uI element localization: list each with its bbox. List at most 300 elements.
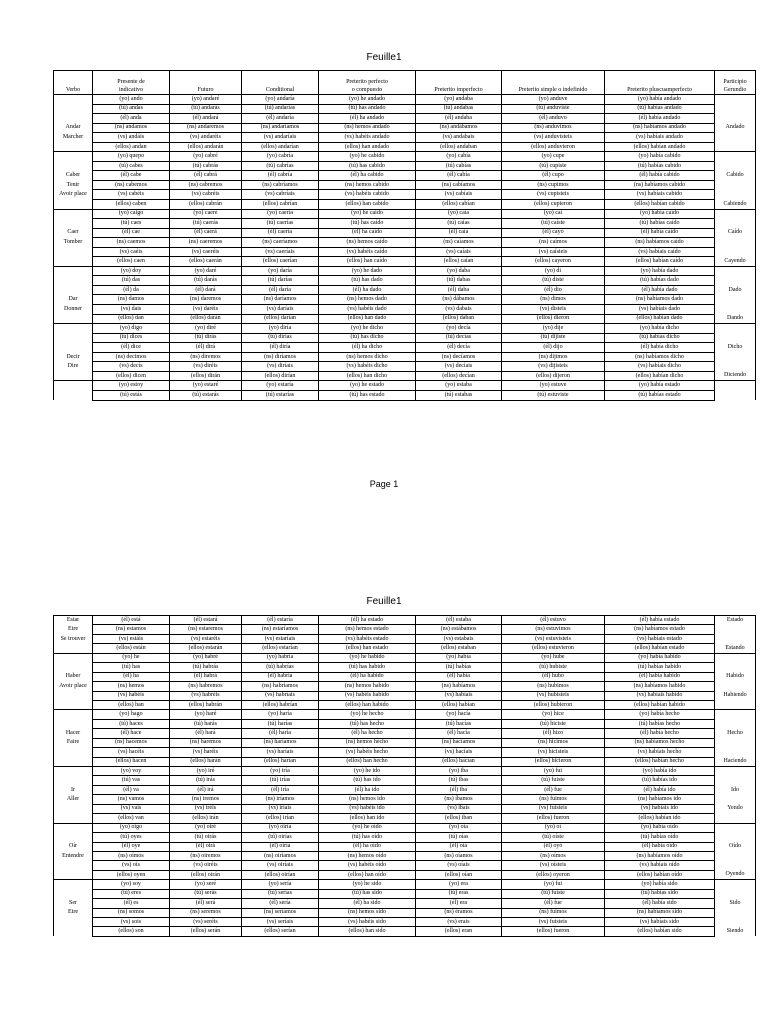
- conjugation-cell: (tú) caerías: [242, 219, 319, 229]
- conjugation-cell: (vs) caeríais: [242, 247, 319, 257]
- conjugation-cell: (ns) oíamos: [416, 851, 502, 860]
- conjugation-cell: (él) cabría: [242, 171, 319, 181]
- verb-cell: Andar: [54, 123, 93, 133]
- conjugation-cell: (ellos) caen: [93, 257, 170, 267]
- conjugation-cell: (tú) haces: [93, 719, 170, 728]
- conjugation-cell: (ns) habíamos sido: [605, 908, 715, 917]
- conjugation-cell: (él) cayó: [502, 228, 605, 238]
- conjugation-cell: (ellos) habían: [416, 700, 502, 709]
- conjugation-cell: (ns) cabemos: [93, 180, 170, 190]
- conjugation-cell: (ns) habíamos: [416, 682, 502, 691]
- conjugation-cell: (ellos) han dado: [319, 314, 416, 324]
- verb-cell: [54, 918, 93, 927]
- table-row: [54, 634, 756, 643]
- conjugation-cell: (vs) dijisteis: [502, 362, 605, 372]
- conjugation-cell: (ns) andábamos: [416, 123, 502, 133]
- conjugation-cell: (ellos) han sido: [319, 927, 416, 936]
- conjugation-cell: (ellos) cabrán: [170, 200, 242, 210]
- conjugation-cell: (vs) haríais: [242, 748, 319, 757]
- table-row: [54, 672, 756, 681]
- conjugation-cell: (yo) caeré: [170, 209, 242, 219]
- conjugation-cell: (ellos) han hecho: [319, 757, 416, 766]
- conjugation-cell: (ellos) habían habido: [605, 700, 715, 709]
- table-row: [54, 814, 756, 823]
- table-row: [54, 880, 756, 889]
- table-row: [54, 804, 756, 813]
- conjugation-cell: (vs) habéis dado: [319, 305, 416, 315]
- conjugation-cell: (ns) daremos: [170, 295, 242, 305]
- conjugation-cell: (vs) cabréis: [170, 190, 242, 200]
- conjugation-cell: (yo) caigo: [93, 209, 170, 219]
- table-row: [54, 776, 756, 785]
- conjugation-cell: (yo) hacía: [416, 710, 502, 719]
- conjugation-cell: (ns) cupimos: [502, 180, 605, 190]
- column-header: Presente de indicativo: [93, 71, 170, 95]
- conjugation-cell: (yo) decía: [416, 324, 502, 334]
- conjugation-cell: (ns) iríamos: [242, 795, 319, 804]
- conjugation-cell: (tú) habías dado: [605, 276, 715, 286]
- conjugation-cell: (tú) dices: [93, 333, 170, 343]
- conjugation-cell: (vs) hacíais: [416, 748, 502, 757]
- conjugation-cell: (tú) has dado: [319, 276, 416, 286]
- conjugation-cell: (tú) darás: [170, 276, 242, 286]
- participle-cell: [715, 161, 756, 171]
- participle-cell: Habiendo: [715, 691, 756, 700]
- participle-cell: [715, 634, 756, 643]
- conjugation-cell: (vs) caísteis: [502, 247, 605, 257]
- verb-cell: [54, 247, 93, 257]
- conjugation-cell: (vs) habéis andado: [319, 133, 416, 143]
- verb-cell: Ir: [54, 785, 93, 794]
- conjugation-cell: (yo) era: [416, 880, 502, 889]
- conjugation-cell: (ns) caeremos: [170, 238, 242, 248]
- conjugation-cell: (tú) estarías: [242, 390, 319, 400]
- conjugation-cell: (él) dice: [93, 343, 170, 353]
- conjugation-cell: (tú) habías oído: [605, 833, 715, 842]
- conjugation-cell: (vs) hicisteis: [502, 748, 605, 757]
- conjugation-cell: (él) ha ido: [319, 785, 416, 794]
- conjugation-cell: (vs) iréis: [170, 804, 242, 813]
- verb-cell: Hacer: [54, 729, 93, 738]
- participle-cell: Oído: [715, 842, 756, 851]
- verb-cell: [54, 343, 93, 353]
- conjugation-cell: (tú) habías estado: [605, 390, 715, 400]
- participle-cell: [715, 324, 756, 334]
- verb-cell: Etre: [54, 625, 93, 634]
- table-row: [54, 371, 756, 381]
- table-row: [54, 228, 756, 238]
- verb-cell: Caer: [54, 228, 93, 238]
- conjugation-cell: (él) había sido: [605, 899, 715, 908]
- verb-cell: [54, 152, 93, 162]
- column-header: Verbo: [54, 71, 93, 95]
- participle-cell: [715, 767, 756, 776]
- table-row: [54, 927, 756, 936]
- conjugation-cell: (tú) oirías: [242, 833, 319, 842]
- conjugation-cell: (él) será: [170, 899, 242, 908]
- conjugation-cell: (él) oiría: [242, 842, 319, 851]
- conjugation-cell: (ns) caíamos: [416, 238, 502, 248]
- conjugation-cell: (vs) cabríais: [242, 190, 319, 200]
- conjugation-cell: (él) cupo: [502, 171, 605, 181]
- conjugation-cell: (tú) cabes: [93, 161, 170, 171]
- conjugation-cell: (tú) andarías: [242, 104, 319, 114]
- verb-cell: [54, 767, 93, 776]
- conjugation-cell: (él) ha caído: [319, 228, 416, 238]
- conjugation-cell: (ns) habíamos cabido: [605, 180, 715, 190]
- conjugation-cell: (él) va: [93, 785, 170, 794]
- table-row: [54, 710, 756, 719]
- conjugation-cell: (ns) oímos: [502, 851, 605, 860]
- table-row: [54, 757, 756, 766]
- conjugation-cell: (ns) estaríamos: [242, 625, 319, 634]
- conjugation-cell: (yo) había estado: [605, 381, 715, 391]
- verb-cell: [54, 142, 93, 152]
- participle-cell: [715, 219, 756, 229]
- conjugation-cell: (ns) daríamos: [242, 295, 319, 305]
- conjugation-cell: (él) ha dicho: [319, 343, 416, 353]
- participle-cell: [715, 295, 756, 305]
- conjugation-cell: (yo) caí: [502, 209, 605, 219]
- conjugation-cell: (ellos) han ido: [319, 814, 416, 823]
- conjugation-cell: (tú) habías habido: [605, 663, 715, 672]
- participle-cell: Diciendo: [715, 371, 756, 381]
- conjugation-cell: (ns) habíamos andado: [605, 123, 715, 133]
- verb-cell: Decir: [54, 352, 93, 362]
- table-row: [54, 691, 756, 700]
- conjugation-cell: (tú) darías: [242, 276, 319, 286]
- conjugation-cell: (ns) oímos: [93, 851, 170, 860]
- conjugation-cell: (ns) cabíamos: [416, 180, 502, 190]
- conjugation-cell: (yo) daba: [416, 266, 502, 276]
- participle-cell: Dicho: [715, 343, 756, 353]
- conjugation-cell: (yo) andaba: [416, 95, 502, 105]
- participle-cell: [715, 625, 756, 634]
- conjugation-cell: (ns) estuvimos: [502, 625, 605, 634]
- conjugation-cell: (ellos) iban: [416, 814, 502, 823]
- participle-cell: Estando: [715, 644, 756, 653]
- participle-cell: [715, 276, 756, 286]
- conjugation-cell: (él) decía: [416, 343, 502, 353]
- conjugation-cell: (vs) decíais: [416, 362, 502, 372]
- conjugation-cell: (él) caerá: [170, 228, 242, 238]
- table-row: [54, 238, 756, 248]
- conjugation-cell: (vs) habíais estado: [605, 634, 715, 643]
- conjugation-cell: (vs) habíais ido: [605, 804, 715, 813]
- conjugation-cell: (ellos) daban: [416, 314, 502, 324]
- column-header: Preterito simple o indefinido: [502, 71, 605, 95]
- conjugation-cell: (yo) he ido: [319, 767, 416, 776]
- conjugation-cell: (yo) ando: [93, 95, 170, 105]
- conjugation-cell: (tú) oyes: [93, 833, 170, 842]
- table-row: [54, 266, 756, 276]
- conjugation-cell: (tú) caerás: [170, 219, 242, 229]
- conjugation-cell: (ns) decíamos: [416, 352, 502, 362]
- conjugation-cell: (ns) íbamos: [416, 795, 502, 804]
- conjugation-cell: (él) dio: [502, 285, 605, 295]
- conjugation-cell: (tú) caíste: [502, 219, 605, 229]
- conjugation-cell: (él) hace: [93, 729, 170, 738]
- conjugation-cell: (yo) cabré: [170, 152, 242, 162]
- conjugation-table-page1: [53, 70, 756, 401]
- conjugation-cell: (tú) cupiste: [502, 161, 605, 171]
- conjugation-cell: (vs) habéis oído: [319, 861, 416, 870]
- table-row: [54, 276, 756, 286]
- conjugation-cell: (ellos) dieron: [502, 314, 605, 324]
- conjugation-cell: (vs) iríais: [242, 804, 319, 813]
- conjugation-cell: (tú) eras: [416, 889, 502, 898]
- conjugation-cell: (tú) has habido: [319, 663, 416, 672]
- conjugation-cell: (ellos) caían: [416, 257, 502, 267]
- conjugation-cell: (yo) digo: [93, 324, 170, 334]
- conjugation-cell: (él) había cabido: [605, 171, 715, 181]
- participle-cell: [715, 861, 756, 870]
- conjugation-cell: (ellos) darán: [170, 314, 242, 324]
- table-row: [54, 889, 756, 898]
- conjugation-cell: (ns) dábamos: [416, 295, 502, 305]
- verb-cell: [54, 104, 93, 114]
- column-header: Conditional: [242, 71, 319, 95]
- conjugation-cell: (ellos) hubieron: [502, 700, 605, 709]
- conjugation-cell: (yo) oiré: [170, 823, 242, 832]
- conjugation-cell: (tú) harás: [170, 719, 242, 728]
- verb-cell: [54, 285, 93, 295]
- conjugation-cell: (ellos) andaban: [416, 142, 502, 152]
- table-row: [54, 767, 756, 776]
- verb-cell: [54, 390, 93, 400]
- conjugation-cell: (ns) habríamos: [242, 682, 319, 691]
- conjugation-cell: (tú) has sido: [319, 889, 416, 898]
- conjugation-cell: (él) cae: [93, 228, 170, 238]
- conjugation-cell: (ns) hemos caído: [319, 238, 416, 248]
- conjugation-cell: (tú) has oído: [319, 833, 416, 842]
- conjugation-cell: (ellos) caerían: [242, 257, 319, 267]
- verb-cell: [54, 804, 93, 813]
- conjugation-cell: (él) estaba: [416, 616, 502, 625]
- conjugation-cell: (ellos) oyeron: [502, 870, 605, 879]
- participle-cell: Cabido: [715, 171, 756, 181]
- conjugation-cell: (ns) iremos: [170, 795, 242, 804]
- conjugation-cell: (yo) cabía: [416, 152, 502, 162]
- conjugation-cell: (ellos) andarán: [170, 142, 242, 152]
- conjugation-cell: (ns) habíamos oído: [605, 851, 715, 860]
- page-label-page1: Page 1: [369, 479, 399, 489]
- conjugation-cell: (yo) he: [93, 653, 170, 662]
- conjugation-cell: (tú) fuiste: [502, 776, 605, 785]
- conjugation-cell: (vs) habíais andado: [605, 133, 715, 143]
- participle-cell: Yendo: [715, 804, 756, 813]
- verb-cell: [54, 757, 93, 766]
- conjugation-cell: (yo) iba: [416, 767, 502, 776]
- conjugation-cell: (él) cabía: [416, 171, 502, 181]
- table-header-row: [54, 71, 756, 95]
- participle-cell: [715, 710, 756, 719]
- conjugation-cell: (yo) oí: [502, 823, 605, 832]
- conjugation-cell: (ns) andaremos: [170, 123, 242, 133]
- verb-cell: [54, 161, 93, 171]
- conjugation-cell: (ellos) han estado: [319, 644, 416, 653]
- verb-cell: [54, 209, 93, 219]
- table-row: [54, 333, 756, 343]
- conjugation-cell: (tú) hubiste: [502, 663, 605, 672]
- conjugation-cell: (vs) habíais hecho: [605, 748, 715, 757]
- conjugation-cell: (ellos) serían: [242, 927, 319, 936]
- conjugation-cell: (ellos) estarán: [170, 644, 242, 653]
- conjugation-cell: (él) daba: [416, 285, 502, 295]
- participle-cell: [715, 352, 756, 362]
- conjugation-cell: (vs) sois: [93, 918, 170, 927]
- conjugation-cell: (ellos) oyen: [93, 870, 170, 879]
- conjugation-cell: (yo) he caído: [319, 209, 416, 219]
- conjugation-cell: (tú) cabrás: [170, 161, 242, 171]
- conjugation-cell: (ellos) estuvieron: [502, 644, 605, 653]
- conjugation-cell: (ellos) eran: [416, 927, 502, 936]
- column-header: Preterito perfecto o compuesto: [319, 71, 416, 95]
- conjugation-cell: (él) había estado: [605, 616, 715, 625]
- conjugation-cell: (vs) oiréis: [170, 861, 242, 870]
- conjugation-cell: (ellos) están: [93, 644, 170, 653]
- table-row: [54, 171, 756, 181]
- conjugation-cell: (él) fue: [502, 785, 605, 794]
- conjugation-cell: (él) ha oído: [319, 842, 416, 851]
- conjugation-cell: (él) daría: [242, 285, 319, 295]
- table-row: [54, 209, 756, 219]
- conjugation-cell: (yo) había ido: [605, 767, 715, 776]
- conjugation-cell: (ns) estábamos: [416, 625, 502, 634]
- conjugation-cell: (yo) he habido: [319, 653, 416, 662]
- verb-cell: [54, 653, 93, 662]
- verb-cell: Etre: [54, 908, 93, 917]
- conjugation-cell: (él) iba: [416, 785, 502, 794]
- conjugation-cell: (él) había caído: [605, 228, 715, 238]
- conjugation-cell: (tú) das: [93, 276, 170, 286]
- conjugation-cell: (tú) hiciste: [502, 719, 605, 728]
- conjugation-cell: (ellos) han oído: [319, 870, 416, 879]
- table-row: [54, 738, 756, 747]
- verb-cell: Oír: [54, 842, 93, 851]
- conjugation-cell: (él) hará: [170, 729, 242, 738]
- conjugation-cell: (yo) haría: [242, 710, 319, 719]
- conjugation-cell: (vs) cabéis: [93, 190, 170, 200]
- conjugation-cell: (ellos) han dicho: [319, 371, 416, 381]
- conjugation-cell: (él) está: [93, 616, 170, 625]
- table-row: [54, 729, 756, 738]
- table-row: [54, 219, 756, 229]
- conjugation-cell: (tú) cabrías: [242, 161, 319, 171]
- verb-cell: [54, 114, 93, 124]
- table-row: [54, 200, 756, 210]
- table-row: [54, 842, 756, 851]
- participle-cell: [715, 95, 756, 105]
- verb-cell: Avoir place: [54, 682, 93, 691]
- conjugation-cell: (él) había dicho: [605, 343, 715, 353]
- conjugation-cell: (ellos) han caído: [319, 257, 416, 267]
- verb-cell: [54, 276, 93, 286]
- participle-cell: Oyendo: [715, 870, 756, 879]
- conjugation-cell: (vs) habríais: [242, 691, 319, 700]
- table-row: [54, 908, 756, 917]
- conjugation-cell: (él) sería: [242, 899, 319, 908]
- conjugation-cell: (tú) decías: [416, 333, 502, 343]
- conjugation-cell: (tú) harías: [242, 719, 319, 728]
- conjugation-cell: (ns) habíamos ido: [605, 795, 715, 804]
- conjugation-cell: (ns) estamos: [93, 625, 170, 634]
- participle-cell: Dado: [715, 285, 756, 295]
- conjugation-cell: (ellos) caben: [93, 200, 170, 210]
- conjugation-cell: (ellos) dirían: [242, 371, 319, 381]
- participle-cell: [715, 381, 756, 391]
- conjugation-cell: (ellos) hacían: [416, 757, 502, 766]
- verb-cell: [54, 748, 93, 757]
- conjugation-cell: (vs) habíais dado: [605, 305, 715, 315]
- conjugation-cell: (ellos) van: [93, 814, 170, 823]
- conjugation-cell: (ns) caeríamos: [242, 238, 319, 248]
- conjugation-cell: (tú) has hecho: [319, 719, 416, 728]
- conjugation-cell: (yo) he dado: [319, 266, 416, 276]
- conjugation-cell: (ellos) decían: [416, 371, 502, 381]
- participle-cell: [715, 908, 756, 917]
- conjugation-cell: (yo) hago: [93, 710, 170, 719]
- verb-cell: [54, 927, 93, 936]
- conjugation-cell: (vs) haréis: [170, 748, 242, 757]
- conjugation-cell: (él) caería: [242, 228, 319, 238]
- conjugation-cell: (vs) habíais sido: [605, 918, 715, 927]
- conjugation-cell: (tú) has ido: [319, 776, 416, 785]
- verb-cell: Tenir: [54, 180, 93, 190]
- conjugation-cell: (ellos) habían oído: [605, 870, 715, 879]
- conjugation-cell: (yo) soy: [93, 880, 170, 889]
- conjugation-cell: (vs) fuisteis: [502, 918, 605, 927]
- conjugation-cell: (vs) erais: [416, 918, 502, 927]
- conjugation-cell: (él) iría: [242, 785, 319, 794]
- conjugation-cell: (yo) quepo: [93, 152, 170, 162]
- conjugation-cell: (yo) oía: [416, 823, 502, 832]
- conjugation-cell: (ellos) habían dicho: [605, 371, 715, 381]
- conjugation-cell: (tú) serías: [242, 889, 319, 898]
- conjugation-cell: (yo) daré: [170, 266, 242, 276]
- conjugation-cell: (ellos) son: [93, 927, 170, 936]
- conjugation-cell: (ns) hemos habido: [319, 682, 416, 691]
- conjugation-cell: (él) había dado: [605, 285, 715, 295]
- participle-cell: Estado: [715, 616, 756, 625]
- conjugation-cell: (ellos) harían: [242, 757, 319, 766]
- table-row: [54, 918, 756, 927]
- conjugation-cell: (ellos) estaban: [416, 644, 502, 653]
- conjugation-cell: (tú) has estado: [319, 390, 416, 400]
- conjugation-cell: (él) ha dado: [319, 285, 416, 295]
- conjugation-cell: (tú) dabas: [416, 276, 502, 286]
- conjugation-cell: (él) habría: [242, 672, 319, 681]
- conjugation-cell: (vs) habíais: [416, 691, 502, 700]
- conjugation-cell: (ns) habíamos caído: [605, 238, 715, 248]
- conjugation-cell: (él) ha: [93, 672, 170, 681]
- verb-cell: Ser: [54, 899, 93, 908]
- conjugation-cell: (ns) habíamos hecho: [605, 738, 715, 747]
- conjugation-cell: (ellos) oían: [416, 870, 502, 879]
- sheet-title-page2: Feuille1: [366, 596, 402, 607]
- participle-cell: [715, 889, 756, 898]
- conjugation-cell: (ns) dijimos: [502, 352, 605, 362]
- conjugation-cell: (él) es: [93, 899, 170, 908]
- conjugation-cell: (yo) había oído: [605, 823, 715, 832]
- conjugation-cell: (vs) oíais: [416, 861, 502, 870]
- conjugation-cell: (tú) habrías: [242, 663, 319, 672]
- conjugation-cell: (ns) hemos andado: [319, 123, 416, 133]
- participle-cell: [715, 180, 756, 190]
- table-row: [54, 870, 756, 879]
- participle-cell: [715, 114, 756, 124]
- table-row: [54, 104, 756, 114]
